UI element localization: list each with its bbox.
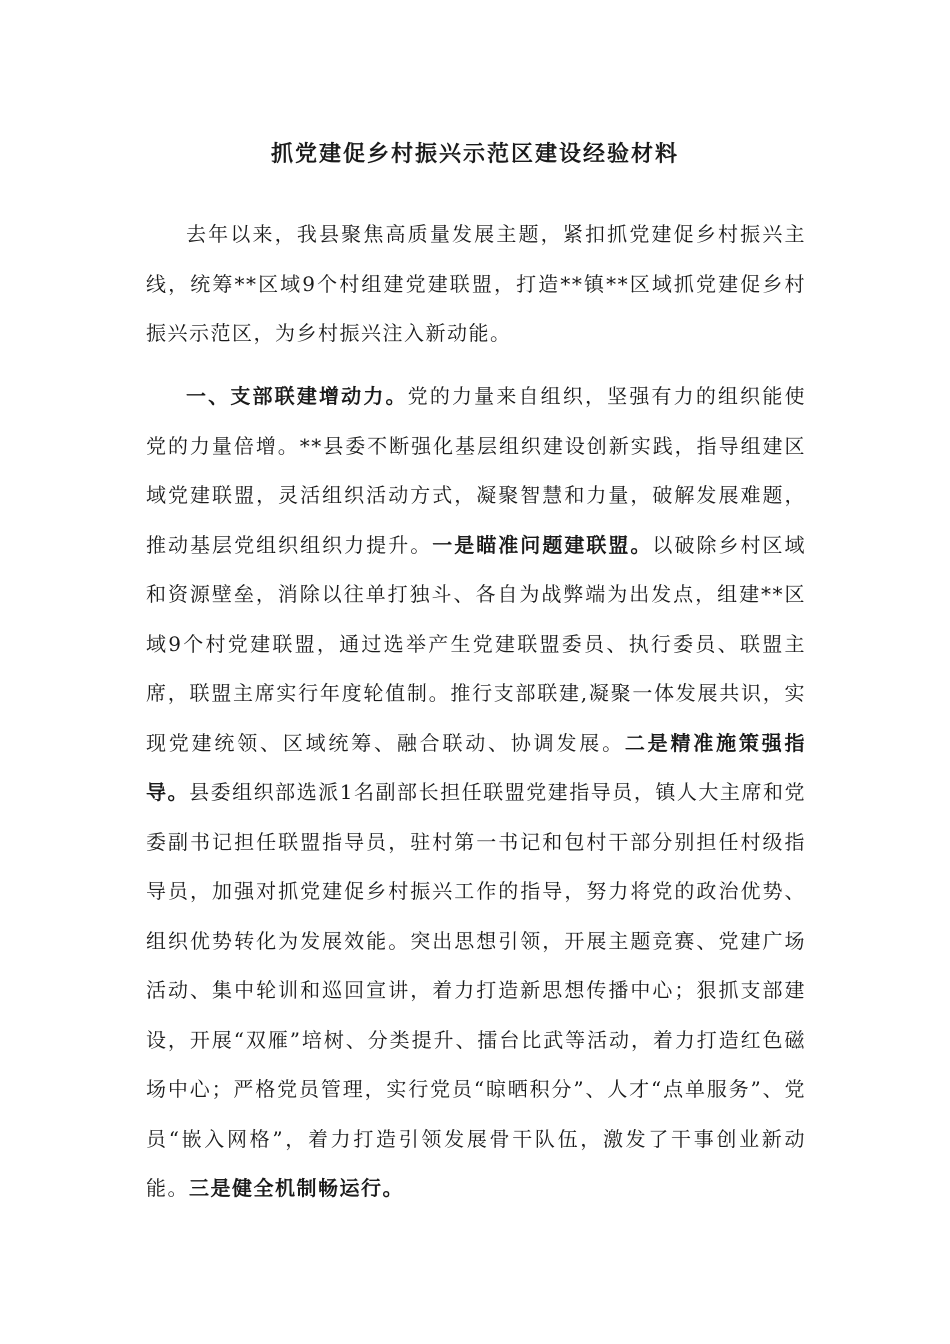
section-1-text-2: 以破除乡村区域和资源壁垒，消除以往单打独斗、各自为战弊端为出发点，组建**区域9个村党建联盟，通过选举产生党建联盟委员、执行委员、联盟主席，联盟主席实行年度轮值制。推行支部联建,凝聚一体发展共识，实现党建统领、区域统筹、融合联动、协调发展。 (146, 532, 807, 755)
section-1-point-3: 三是健全机制畅运行。 (189, 1176, 404, 1200)
intro-paragraph: 去年以来，我县聚焦高质量发展主题，紧扣抓党建促乡村振兴主线，统筹**区域9个村组建党建联盟，打造**镇**区域抓党建促乡村振兴示范区，为乡村振兴注入新动能。 (146, 222, 806, 345)
document-title: 抓党建促乡村振兴示范区建设经验材料 (270, 141, 679, 167)
section-1-heading: 一、支部联建增动力。 (186, 384, 408, 408)
section-1-text-1: 党的力量来自组织，坚强有力的组织能使党的力量倍增。**县委不断强化基层组织建设创新实践，指导组建区域党建联盟，灵活组织活动方式，凝聚智慧和力量，破解发展难题，推动基层党组织组织力提升。 (146, 384, 807, 557)
section-1-text-3: 县委组织部选派1名副部长担任联盟党建指导员，镇人大主席和党委副书记担任联盟指导员，驻村第一书记和包村干部分别担任村级指导员，加强对抓党建促乡村振兴工作的指导，努力将党的政治优势、组织优势转化为发展效能。突出思想引领，开展主题竞赛、党建广场活动、集中轮训和巡回宣讲，着力打造新思想传播中心；狠抓支部建设，开展“双雁”培树、分类提升、擂台比武等活动，着力打造红色磁场中心；严格党员管理，实行党员“晾晒积分”、人才“点单服务”、党员“嵌入网格”，着力打造引领发展骨干队伍，激发了干事创业新动能。 (146, 780, 807, 1200)
section-1-point-1: 一是瞄准问题建联盟。 (432, 532, 653, 557)
section-1-paragraph (146, 372, 806, 1214)
section-1-point-2: 二是精准施策强指导。 (146, 730, 807, 804)
